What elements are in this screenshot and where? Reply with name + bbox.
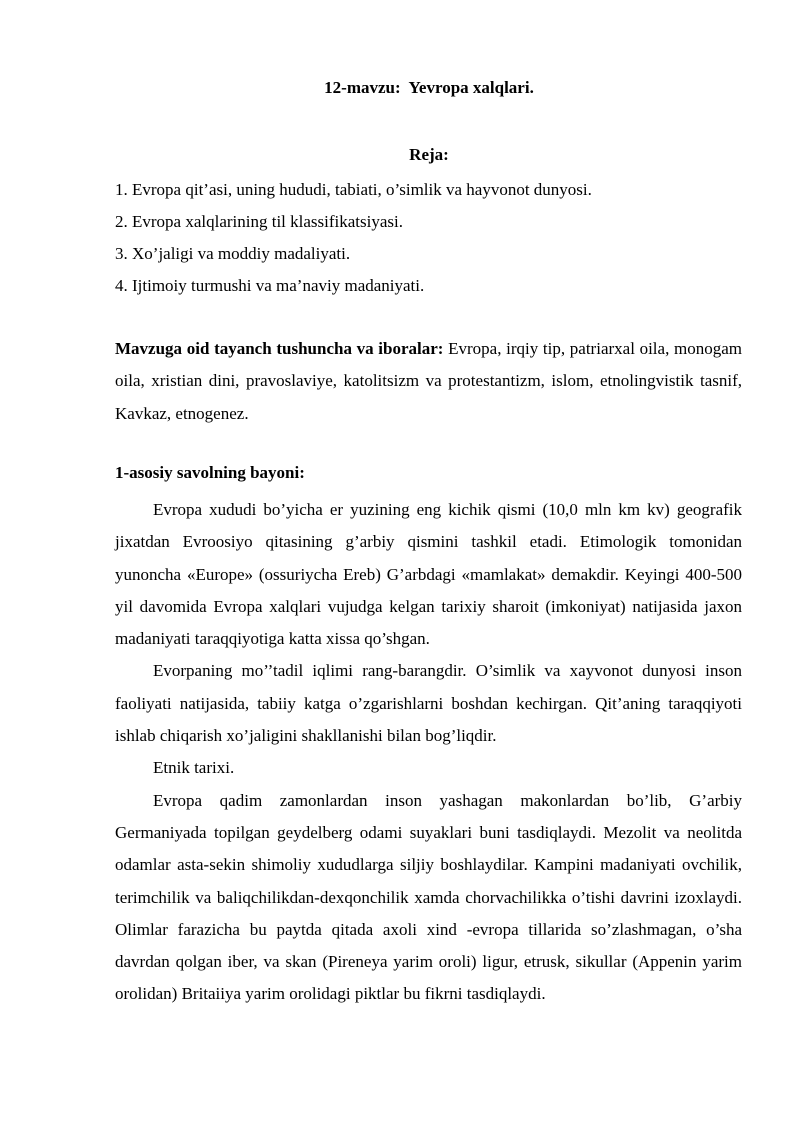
document-title: 12-mavzu: Yevropa xalqlari. bbox=[324, 78, 534, 97]
keywords-text: Evropa, irqiy tip, patriarxal oila, monogam oila, xristian dini, pravoslaviye, katolitsizm va protestantizm, islom, etnolingvistik tasnif, Kavkaz, etnogenez. bbox=[115, 339, 742, 423]
keywords-paragraph bbox=[115, 333, 742, 430]
plan-item: 3. Xo’jaligi va moddiy madaliyati. bbox=[115, 244, 351, 263]
plan-item: 2. Evropa xalqlarining til klassifikatsiyasi. bbox=[115, 212, 404, 231]
body-paragraph: Evropa qadim zamonlardan inson yashagan makonlardan bo’lib, G’arbiy Germaniyada topilgan geydelberg odami suyaklari buni tasdiqlaydi. Mezolit va neolitda odamlar asta-sekin shimoliy xududlarga siljiy boshlaydilar. Kampini madaniyati ovchilik, terimchilik va baliqchilikdan-dexqonchilik xamda chorvachilikka o’tishi davrini izoxlaydi. Olimlar farazicha bu paytda qitada axoli xind -evropa tillarida so’zlashmagan, o’sha davrdan qolgan iber, va skan (Pireneya yarim oroli) ligur, etrusk, sikullar (Appenin yarim orolidan) Britaiiya yarim orolidagi piktlar bu fikrni tasdiqlaydi. bbox=[115, 790, 742, 1004]
plan-heading: Reja: bbox=[409, 145, 449, 164]
body-paragraph: Evorpaning mo’’tadil iqlimi rang-barangdir. O’simlik va xayvonot dunyosi inson faoliyati natijasida, tabiiy katga o’zgarishlarni boshdan kechirgan. Qit’aning taraqqiyoti ishlab chiqarish xo’jaligini shakllanishi bilan bog’liqdir. bbox=[115, 661, 742, 746]
section-heading: 1-asosiy savolning bayoni: bbox=[115, 463, 305, 482]
section-body bbox=[115, 494, 742, 1011]
plan-item: 4. Ijtimoiy turmushi va ma’naviy madaniyati. bbox=[115, 276, 425, 295]
plan-list bbox=[115, 174, 745, 302]
body-paragraph: Etnik tarixi. bbox=[153, 758, 235, 778]
keywords-label: Mavzuga oid tayanch tushuncha va iboralar: bbox=[115, 339, 444, 358]
body-paragraph: Evropa xududi bo’yicha er yuzining eng kichik qismi (10,0 mln km kv) geografik jixatdan Evroosiyo qitasining g’arbiy qismini tashkil etadi. Etimologik tomonidan yunoncha «Europe» (ossuriycha Ereb) G’arbdagi «mamlakat» demakdir. Keyingi 400-500 yil davomida Evropa xalqlari vujudga kelgan tarixiy sharoit (imkoniyat) natijasida jaxon madaniyati taraqqiyotiga katta xissa qo’shgan. bbox=[115, 500, 742, 649]
plan-item: 1. Evropa qit’asi, uning hududi, tabiati, o’simlik va hayvonot dunyosi. bbox=[115, 180, 592, 199]
